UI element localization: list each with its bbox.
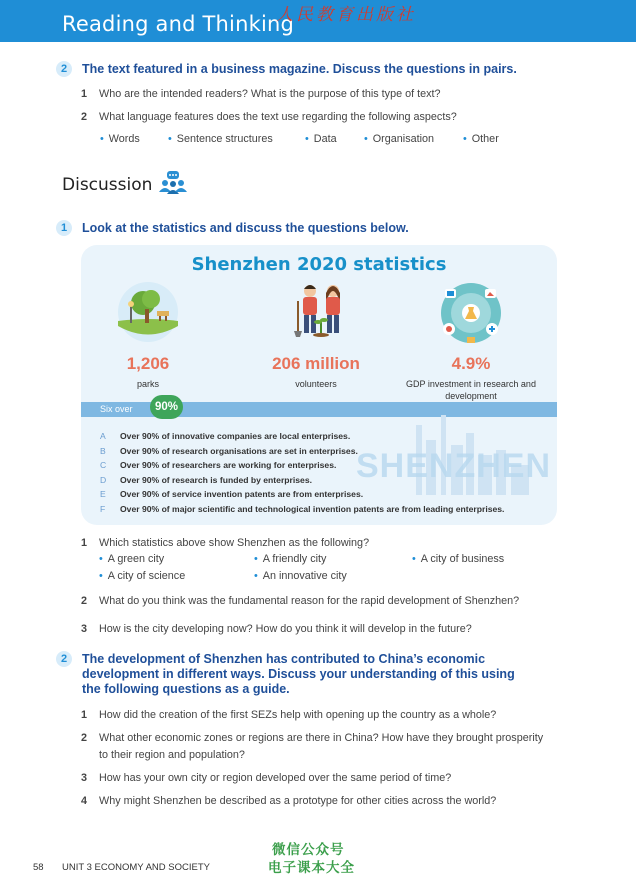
page-header	[0, 0, 636, 42]
option-item: • A city of science	[99, 570, 186, 582]
number-badge: 2	[56, 651, 72, 667]
discussion-people-icon	[158, 170, 188, 196]
unit-label: UNIT 3 ECONOMY AND SOCIETY	[62, 862, 210, 873]
activity1-question-1: 1 Which statistics above show Shenzhen as the following?	[81, 537, 370, 549]
activity1-prompt: Look at the statistics and discuss the questions below.	[82, 221, 409, 235]
ninety-percent-badge: 90%	[150, 395, 183, 419]
city-skyline-watermark	[336, 415, 557, 515]
option-item: • An innovative city	[254, 570, 347, 582]
skyline-text: SHENZHEN	[356, 447, 552, 485]
activity2-question-2: 2 What other economic zones or regions are there in China? How have they brought prosperity to their region and population?	[81, 732, 544, 761]
stat-label-gdp: GDP investment in research and development	[406, 379, 536, 401]
option-item: • A city of business	[412, 553, 505, 565]
wechat-watermark-line2: 电子课本大全	[268, 860, 355, 876]
stat-value-volunteers: 206 million	[272, 354, 360, 373]
number-badge: 2	[56, 61, 72, 77]
activity2-prompt: The development of Shenzhen has contributed to China’s economic development in different ways. Discuss your understanding of this using the following questions as a guide.	[82, 652, 515, 696]
option-item: • A friendly city	[254, 553, 327, 565]
activity1-question-3: 3 How is the city developing now? How do you think it will develop in the future?	[81, 623, 472, 635]
fact-item: B Over 90% of research organisations are set in enterprises.	[100, 445, 358, 456]
stat-label-parks: parks	[136, 379, 159, 389]
option-item: • A green city	[99, 553, 165, 565]
aspect-item: • Organisation	[364, 133, 434, 145]
volunteers-planting-icon	[289, 281, 353, 341]
fact-item: D Over 90% of research is funded by enterprises.	[100, 474, 313, 485]
reading-question-2: 2 What language features does the text use regarding the following aspects?	[81, 111, 457, 123]
wechat-watermark-line1: 微信公众号	[272, 842, 345, 858]
activity2-question-1: 1 How did the creation of the first SEZs help with opening up the country as a whole?	[81, 709, 497, 721]
research-lab-icon	[439, 281, 503, 345]
stat-value-gdp: 4.9%	[451, 354, 491, 373]
fact-item: F Over 90% of major scientific and technological invention patents are from leading enterprises.	[100, 503, 505, 514]
aspect-item: • Words	[100, 133, 140, 145]
fact-item: E Over 90% of service invention patents are from enterprises.	[100, 489, 364, 499]
activity1-question-2: 2 What do you think was the fundamental reason for the rapid development of Shenzhen?	[81, 595, 520, 607]
stat-value-parks: 1,206	[126, 354, 170, 373]
fact-item: A Over 90% of innovative companies are local enterprises.	[100, 431, 351, 441]
statistics-title: Shenzhen 2020 statistics	[191, 254, 447, 275]
activity2-question-3: 3 How has your own city or region developed over the same period of time?	[81, 772, 452, 784]
publisher-logo: 人民教育出版社	[276, 5, 416, 25]
aspect-item: • Data	[305, 133, 337, 145]
number-badge: 1	[56, 220, 72, 236]
reading-prompt: The text featured in a business magazine. Discuss the questions in pairs.	[82, 62, 517, 76]
statistics-panel	[81, 245, 557, 525]
six-over-label: Six over	[100, 404, 133, 414]
section-title: Reading and Thinking	[62, 12, 295, 36]
park-tree-icon	[117, 281, 179, 343]
stat-label-volunteers: volunteers	[295, 379, 337, 389]
page-number: 58	[33, 862, 44, 873]
fact-item: C Over 90% of researchers are working for enterprises.	[100, 460, 337, 470]
aspect-item: • Other	[463, 133, 499, 145]
discussion-heading: Discussion	[62, 175, 153, 195]
aspect-item: • Sentence structures	[168, 133, 273, 145]
reading-question-1: 1 Who are the intended readers? What is the purpose of this type of text?	[81, 88, 441, 100]
activity2-question-4: 4 Why might Shenzhen be described as a prototype for other cities across the world?	[81, 795, 497, 807]
